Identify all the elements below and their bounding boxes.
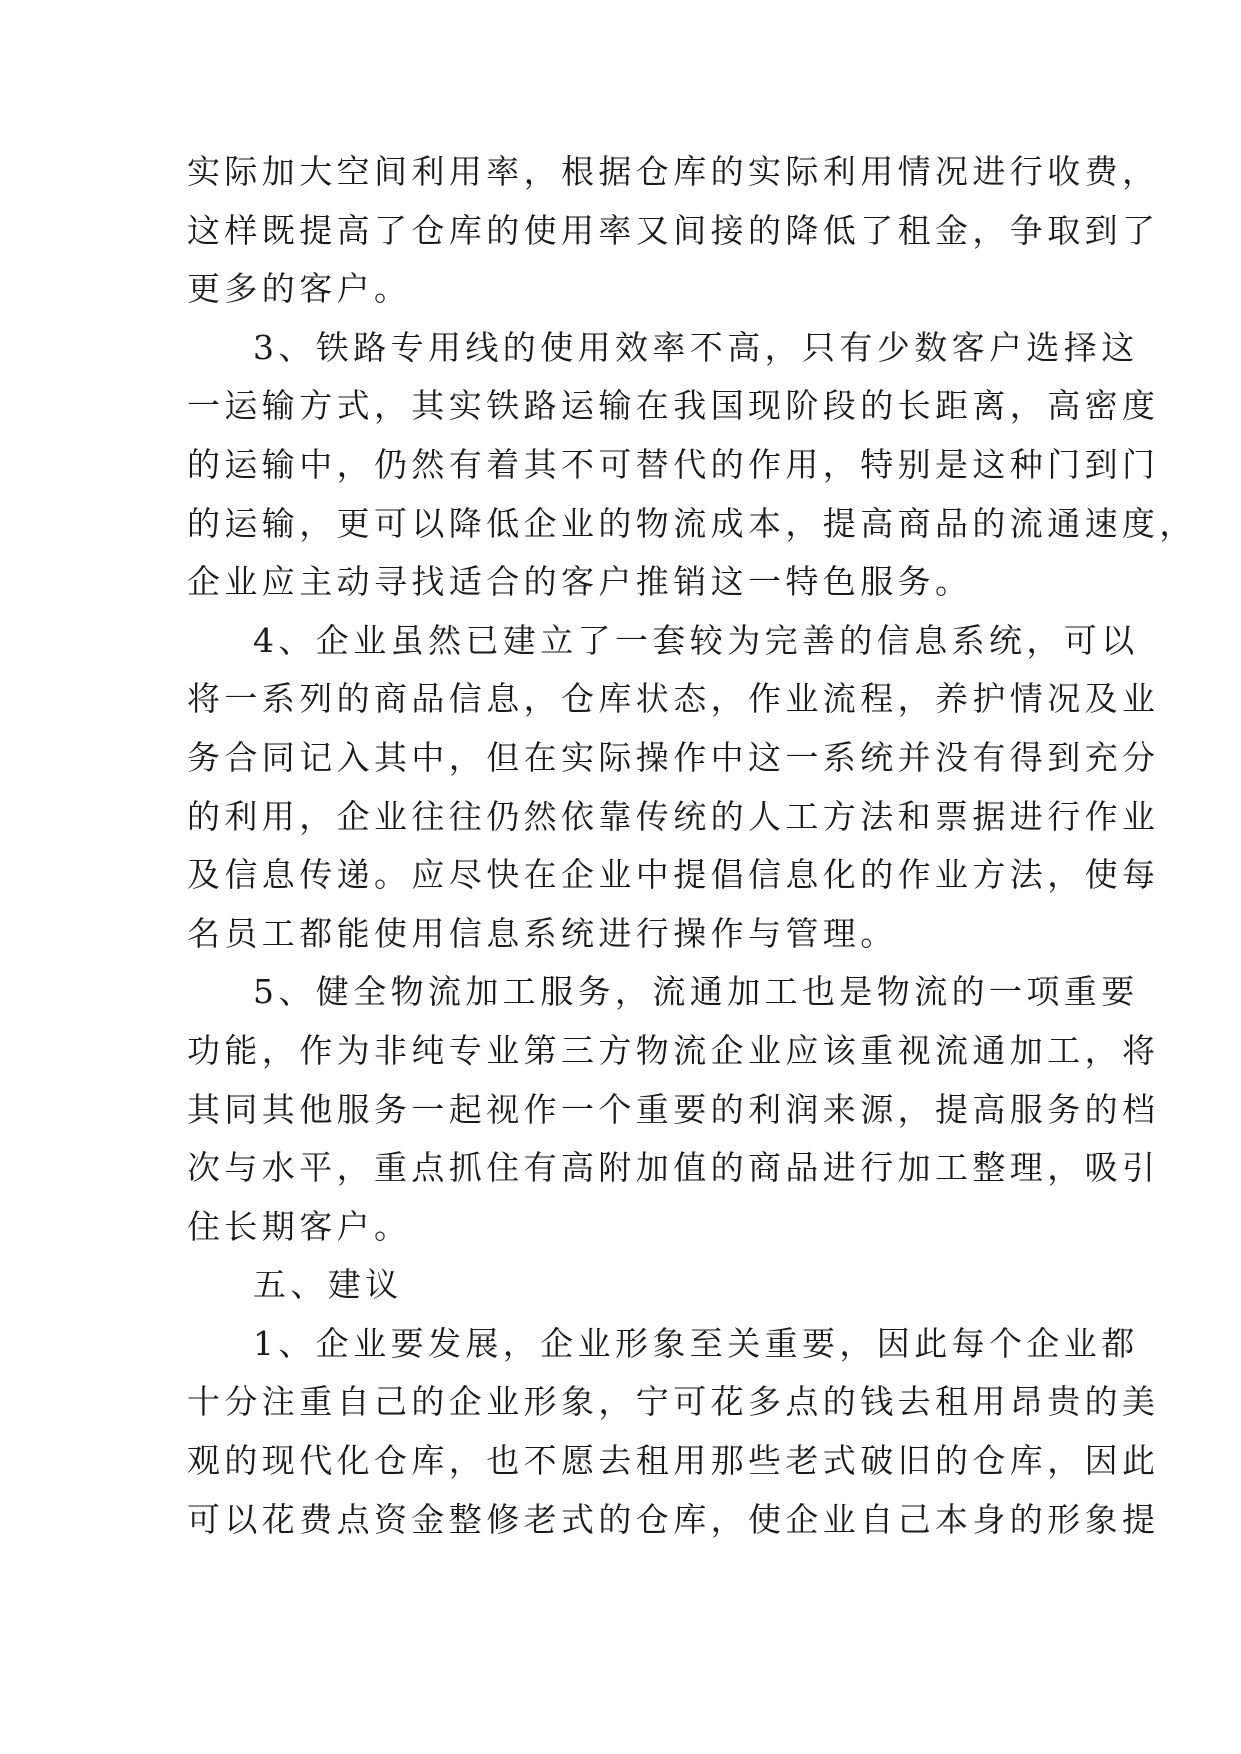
- text-line: 企业应主动寻找适合的客户推销这一特色服务。: [187, 562, 973, 602]
- body-text: [187, 143, 1197, 1549]
- text-line: 4、企业虽然已建立了一套较为完善的信息系统，可以: [253, 620, 1139, 660]
- text-line: 次与水平，重点抓住有高附加值的商品进行加工整理，吸引: [187, 1148, 1160, 1188]
- text-line: 5、健全物流加工服务，流通加工也是物流的一项重要: [253, 972, 1139, 1012]
- text-line: 观的现代化仓库，也不愿去租用那些老式破旧的仓库，因此: [187, 1441, 1160, 1481]
- text-line: 的运输中，仍然有着其不可替代的作用，特别是这种门到门: [187, 444, 1160, 484]
- text-line: 将一系列的商品信息，仓库状态，作业流程，养护情况及业: [187, 679, 1160, 719]
- text-line: 务合同记入其中，但在实际操作中这一系统并没有得到充分: [187, 737, 1160, 777]
- text-line: 1、企业要发展，企业形象至关重要，因此每个企业都: [253, 1323, 1139, 1363]
- text-line: 功能，作为非纯专业第三方物流企业应该重视流通加工，将: [187, 1030, 1160, 1070]
- text-line: 更多的客户。: [187, 269, 412, 309]
- text-line: 实际加大空间利用率，根据仓库的实际利用情况进行收费，: [187, 152, 1160, 191]
- text-line: 及信息传递。应尽快在企业中提倡信息化的作业方法，使每: [187, 855, 1160, 895]
- text-line: 一运输方式，其实铁路运输在我国现阶段的长距离，高密度: [187, 386, 1160, 426]
- text-line: 十分注重自己的企业形象，宁可花多点的钱去租用昂贵的美: [187, 1382, 1160, 1422]
- text-line: 其同其他服务一起视作一个重要的利润来源，提高服务的档: [187, 1089, 1160, 1129]
- text-line: 的运输，更可以降低企业的物流成本，提高商品的流通速度，: [187, 503, 1197, 543]
- text-line: 3、铁路专用线的使用效率不高，只有少数客户选择这: [253, 327, 1139, 367]
- text-line: 这样既提高了仓库的使用率又间接的降低了租金，争取到了: [187, 210, 1160, 250]
- text-line: 可以花费点资金整修老式的仓库，使企业自己本身的形象提: [187, 1499, 1160, 1539]
- text-line: 住长期客户。: [187, 1206, 412, 1246]
- text-line: 五、建议: [253, 1265, 403, 1305]
- text-line: 名员工都能使用信息系统进行操作与管理。: [187, 913, 898, 953]
- text-line: 的利用，企业往往仍然依靠传统的人工方法和票据进行作业: [187, 796, 1160, 836]
